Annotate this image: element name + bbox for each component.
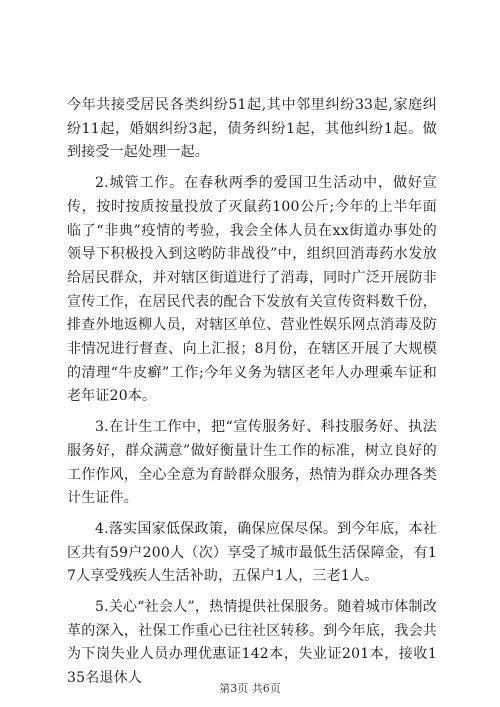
- document-body: [67, 94, 437, 691]
- paragraph-low-income-security: 4.落实国家低保政策，确保应保尽保。到今年底，本社区共有59户200人（次）享受了城市最低生活保障金，有17人享受残疾人生活补助，五保户1人，三老1人。: [67, 520, 437, 585]
- paragraph-urban-management: 2.城管工作。在春秋两季的爱国卫生活动中，做好宣传，按时按质按量投放了灭鼠药100公斤;今年的上半年面临了“非典”疫情的考验，我会全体人员在xx街道办事处的领导下积极投入到这哟防非战役”中，组织回消毒药水发放给居民群众，并对辖区街道进行了消毒，同时广泛开展防非宣传工作，在居民代表的配合下发放有关宣传资料数千份，排查外地返柳人员，对辖区单位、营业性娱乐网点消毒及防非情况进行督查、向上汇报；8月份，在辖区开展了大规模的清理“牛皮癣”工作;今年义务为辖区老年人办理乘车证和老年证20本。: [67, 175, 437, 405]
- page-number-footer: 第3页 共6页: [219, 682, 281, 695]
- paragraph-social-security: 5.关心“社会人”，热情提供社保服务。随着城市体制改革的深入，社保工作重心已往社区转移。到今年底，我会共为下岗失业人员办理优惠证142本，失业证201本，接收135名退休人: [67, 599, 437, 687]
- paragraph-family-planning: 3.在计生工作中，把“宣传服务好、科技服务好、执法服务好，群众满意”做好衡量计生工作的标准，树立良好的工作作风，全心全意为育龄群众服务，热情为群众办理各类计生证件。: [67, 419, 437, 507]
- paragraph-disputes: 今年共接受居民各类纠纷51起,其中邻里纠纷33起,家庭纠纷11起，婚姻纠纷3起，债务纠纷1起，其他纠纷1起。做到接受一起处理一起。: [67, 97, 437, 161]
